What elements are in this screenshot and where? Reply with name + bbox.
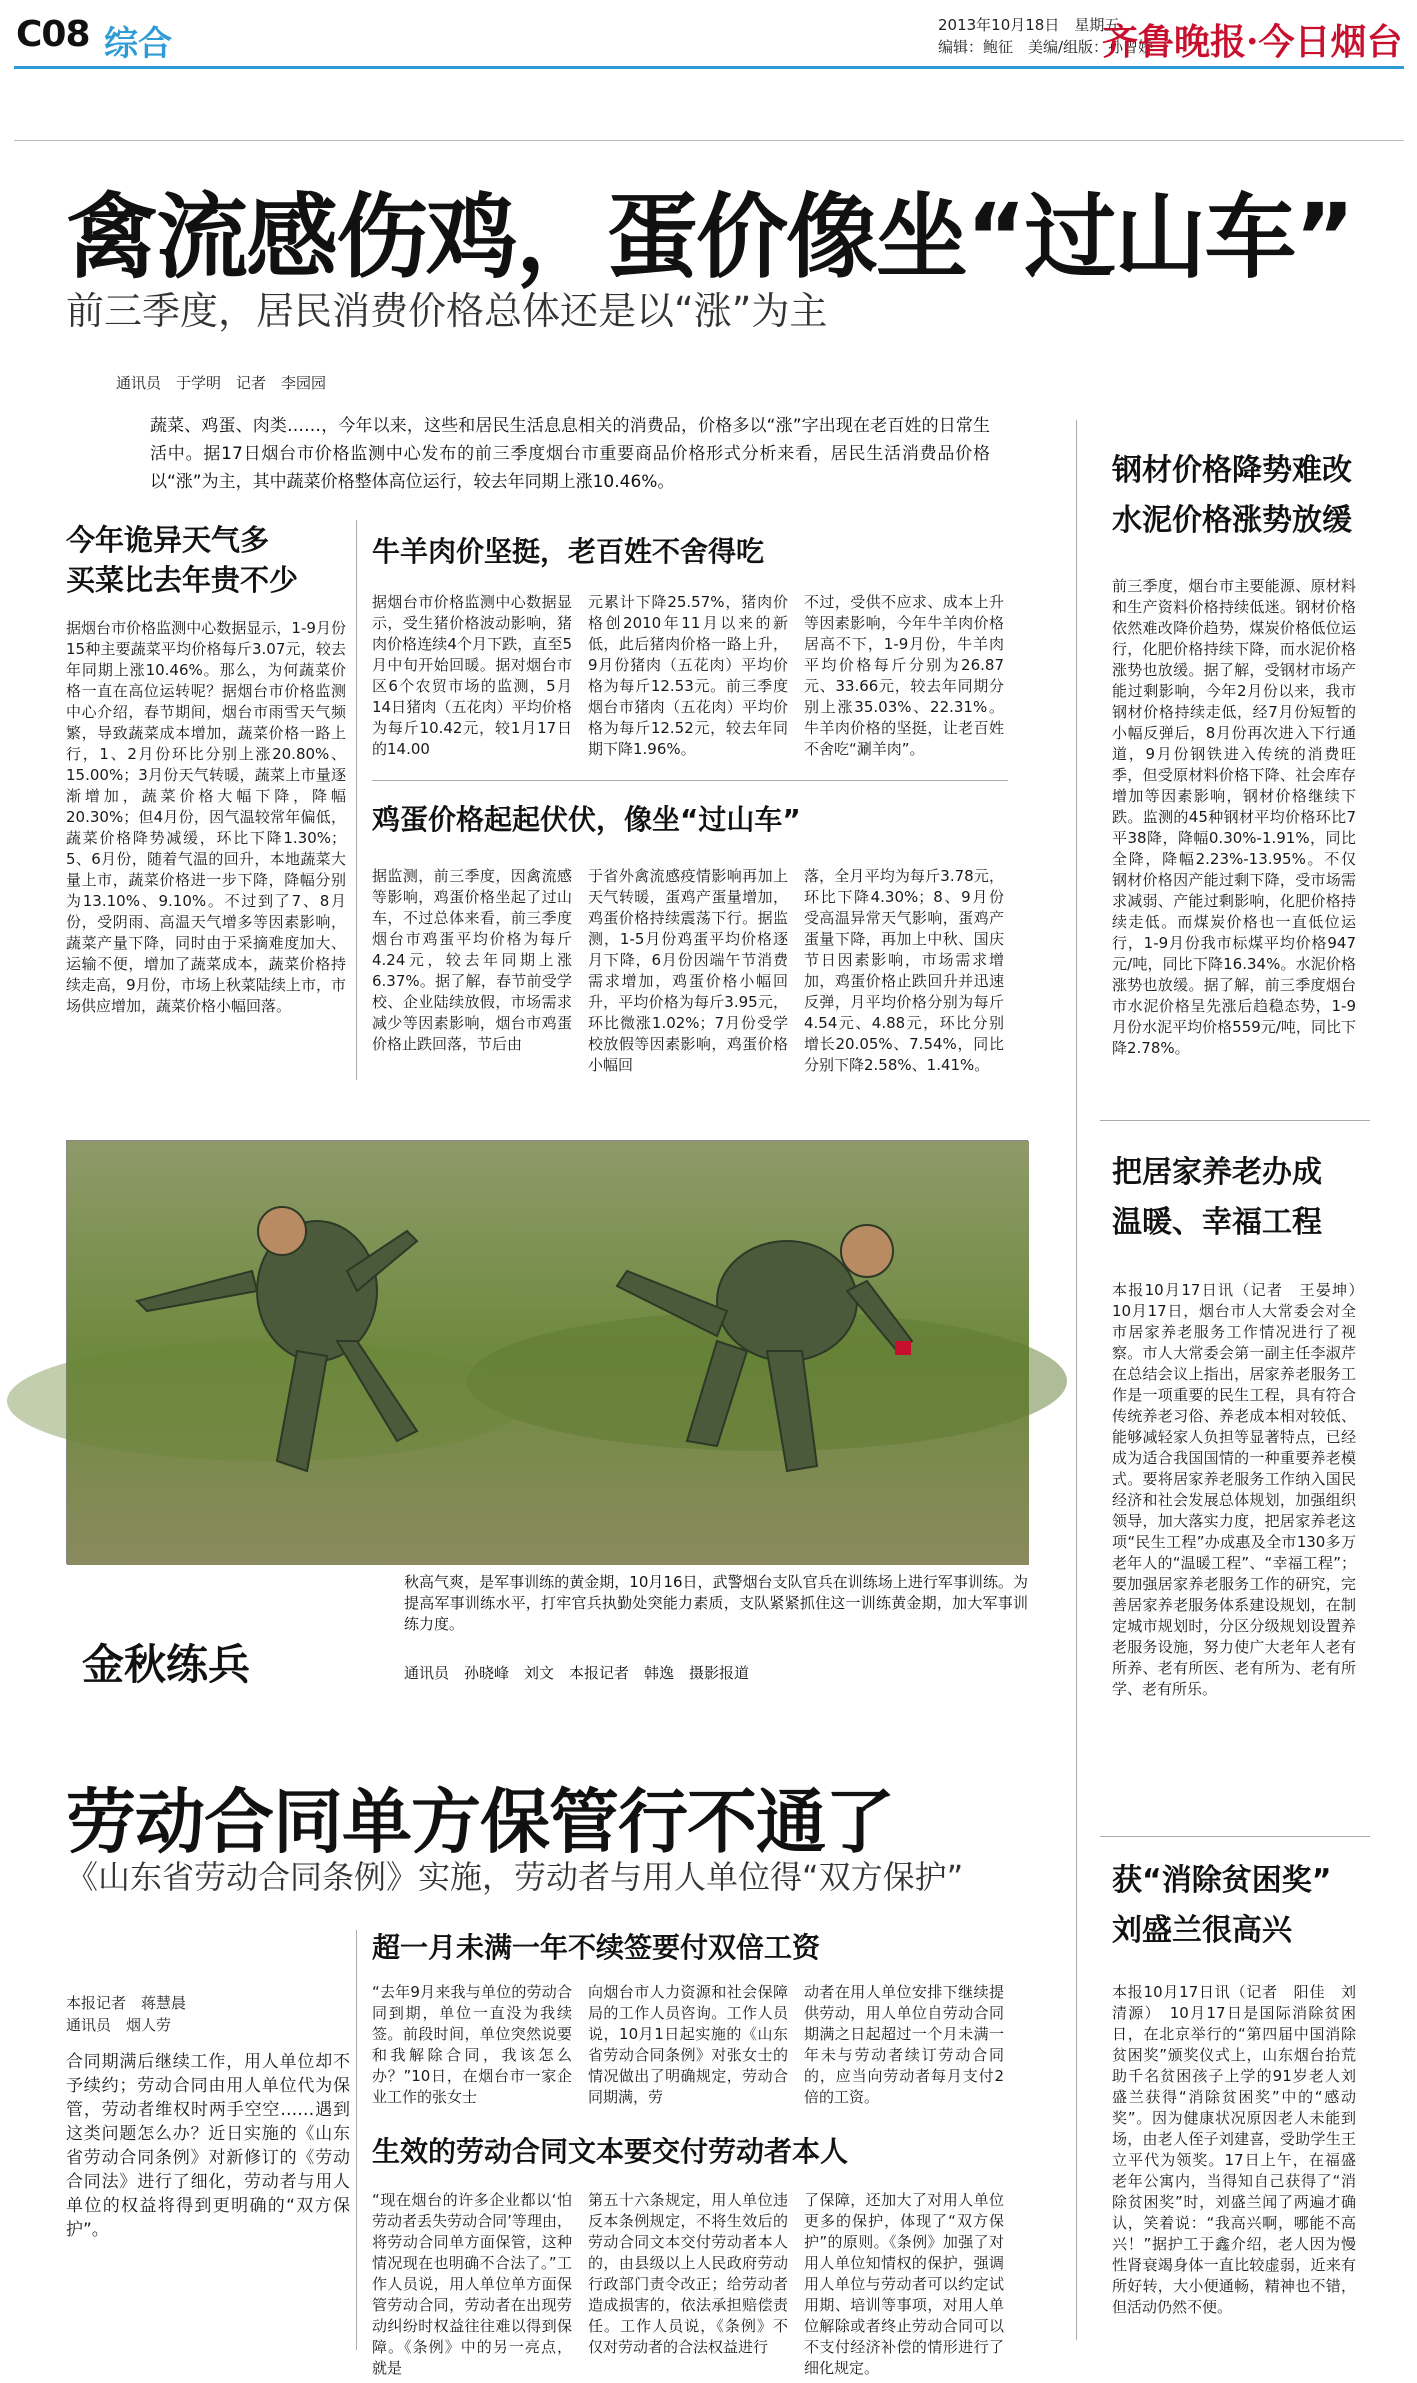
newspaper-logo: 齐鲁晚报·今日烟台 <box>1102 21 1403 63</box>
elder-title: 把居家养老办成 温暖、幸福工程 <box>1112 1155 1322 1240</box>
veg-text: 据烟台市价格监测中心数据显示，1-9月份15种主要蔬菜平均价格每斤3.07元，较去年同期上涨10.46%。那么，为何蔬菜价格一直在高位运转呢？据烟台市价格监测中心介绍，春节期间，烟台市雨雪天气频繁，导致蔬菜成本增加，蔬菜价格一路上行，1、2月份环比分别上涨20.80%、15.00%；3月份天气转暖，蔬菜上市量逐渐增加，蔬菜价格大幅下降，降幅20.30%；但4月份，因气温较常年偏低，蔬菜价格降势减缓，环比下降1.30%；5、6月份，随着气温的回升，本地蔬菜大量上市，蔬菜价格进一步下降，降幅分别为13.10%、9.10%。不过到了7、8月份，受阴雨、高温天气增多等因素影响，蔬菜产量下降，同时由于采摘难度加大、运输不便，增加了蔬菜成本，蔬菜价格持续走高，9月份，市场上秋菜陆续上市，市场供应增加，蔬菜价格小幅回落。 <box>66 619 346 1015</box>
labor-subtitle-1: 超一月未满一年不续签要付双倍工资 <box>372 1931 821 1964</box>
training-photo <box>66 1140 1028 1564</box>
right-rule <box>1100 1836 1370 1837</box>
labor-s1-col-1: “去年9月来我与单位的劳动合同到期，单位一直没为我续签。前段时间，单位突然说要和我解除合同，我该怎么办？”10日，在烟台市一家企业工作的张女士 <box>372 1983 572 2106</box>
section-name: 综合 <box>104 24 172 64</box>
right-rule <box>1100 1120 1370 1121</box>
beef-col-2: 元累计下降25.57%，猪肉价格创2010年11月以来的新低，此后猪肉价格一路上升，9月份猪肉（五花肉）平均价格为每斤12.53元。前三季度烟台市猪肉（五花肉）平均价格为每斤12.52元，较去年同期下降1.96%。 <box>588 593 788 758</box>
section-rule <box>372 780 1008 781</box>
issue-date: 2013年10月18日 星期五 <box>938 16 1120 34</box>
beef-col-1: 据烟台市价格监测中心数据显示，受生猪价格波动影响，猪肉价格连续4个月下跌，直至5月中旬开始回暖。据对烟台市区6个农贸市场的监测，5月14日猪肉（五花肉）平均价格为每斤10.42元，较1月17日的14.00 <box>372 593 572 758</box>
labor-s1-col-3: 动者在用人单位安排下继续提供劳动，用人单位自劳动合同期满之日起超过一个月未满一年未与劳动者续订劳动合同的，应当向劳动者每月支付2倍的工资。 <box>804 1983 1004 2106</box>
column-rule <box>356 520 357 1080</box>
photo-credit: 通讯员 孙晓峰 刘文 本报记者 韩逸 摄影报道 <box>404 1664 750 1682</box>
main-byline: 通讯员 于学明 记者 李园园 <box>116 374 327 392</box>
beef-subtitle: 牛羊肉价坚挺，老百姓不舍得吃 <box>372 535 765 568</box>
veg-subtitle: 今年诡异天气多 买菜比去年贵不少 <box>66 523 299 597</box>
labor-subtitle-2: 生效的劳动合同文本要交付劳动者本人 <box>372 2135 849 2168</box>
labor-s2-col-1: “现在烟台的许多企业都以‘怕劳动者丢失劳动合同’等理由，将劳动合同单方面保管，这种情况现在也明确不合法了。”工作人员说，用人单位单方面保管劳动合同，劳动者在出现劳动纠纷时权益往往难以得到保障。《条例》中的另一亮点，就是 <box>372 2191 572 2377</box>
egg-col-3: 落，全月平均为每斤3.78元，环比下降4.30%；8、9月份受高温异常天气影响，蛋鸡产蛋量下降，再加上中秋、国庆节日因素影响，市场需求增加，鸡蛋价格止跌回升并迅速反弹，月平均价格分别为每斤4.54元、4.88元，环比分别增长20.05%、7.54%，同比分别下降2.58%、1.41%。 <box>804 867 1004 1074</box>
labor-intro: 合同期满后继续工作，用人单位却不予续约；劳动合同由用人单位代为保管，劳动者维权时两手空空……遇到这类问题怎么办？近日实施的《山东省劳动合同条例》对新修订的《劳动合同法》进行了细化，劳动者与用人单位的权益将得到更明确的“双方保护”。 <box>66 2052 350 2240</box>
labor-headline: 劳动合同单方保管行不通了 <box>66 1781 894 1863</box>
column-rule <box>356 1930 357 2350</box>
right-column-rule <box>1076 420 1077 2340</box>
egg-col-1: 据监测，前三季度，因禽流感等影响，鸡蛋价格坐起了过山车，不过总体来看，前三季度烟台市鸡蛋平均价格为每斤4.24元，较去年同期上涨6.37%。据了解，春节前受学校、企业陆续放假，市场需求减少等因素影响，烟台市鸡蛋价格止跌回落，节后由 <box>372 867 572 1053</box>
page-number: C08 <box>16 14 90 55</box>
photo-illustration <box>67 1141 1029 1565</box>
main-subhead: 前三季度，居民消费价格总体还是以“涨”为主 <box>66 289 828 333</box>
beef-col-3: 不过，受供不应求、成本上升等因素影响，今年牛羊肉价格居高不下，1-9月份，牛羊肉平均价格每斤分别为26.87元、33.66元，较去年同期分别上涨35.03%、22.31%。牛羊肉价格的坚挺，让老百姓不舍吃“涮羊肉”。 <box>804 593 1004 758</box>
egg-col-2: 于省外禽流感疫情影响再加上天气转暖，蛋鸡产蛋量增加，鸡蛋价格持续震荡下行。据监测，1-5月份鸡蛋平均价格逐月下降，6月份因端午节消费需求增加，鸡蛋价格小幅回升，平均价格为每斤3.95元，环比微涨1.02%；7月份受学校放假等因素影响，鸡蛋价格小幅回 <box>588 867 788 1074</box>
labor-s2-col-2: 第五十六条规定，用人单位违反本条例规定，不将生效后的劳动合同文本交付劳动者本人的，由县级以上人民政府劳动行政部门责令改正；给劳动者造成损害的，依法承担赔偿责任。工作人员说，《条例》不仅对劳动者的合法权益进行 <box>588 2191 788 2356</box>
labor-byline: 本报记者 蒋慧晨 通讯员 烟人劳 <box>66 1994 187 2034</box>
labor-s1-col-2: 向烟台市人力资源和社会保障局的工作人员咨询。工作人员说，10月1日起实施的《山东省劳动合同条例》对张女士的情况做出了明确规定，劳动合同期满，劳 <box>588 1983 788 2106</box>
header-rule <box>14 66 1404 69</box>
labor-subhead: 《山东省劳动合同条例》实施，劳动者与用人单位得“双方保护” <box>66 1858 964 1896</box>
labor-s2-col-3: 了保障，还加大了对用人单位更多的保护，体现了“双方保护”的原则。《条例》加强了对用人单位知情权的保护，强调用人单位与劳动者可以约定试用期、培训等事项，对用人单位解除或者终止劳动合同可以不支付经济补偿的情形进行了细化规定。 <box>804 2191 1004 2377</box>
steel-title: 钢材价格降势难改 水泥价格涨势放缓 <box>1112 453 1352 538</box>
elder-text: 本报10月17日讯（记者 王晏坤） 10月17日，烟台市人大常委会对全市居家养老服务工作情况进行了视察。市人大常委会第一副主任李淑芹在总结会议上指出，居家养老服务工作是一项重要的民生工程，具有符合传统养老习俗、养老成本相对较低、能够减轻家人负担等显著特点，已经成为适合我国国情的一种重要养老模式。要将居家养老服务工作纳入国民经济和社会发展总体规划，加强组织领导，加大落实力度，把居家养老这项“民生工程”办成惠及全市130多万老年人的“温暖工程”、“幸福工程”；要加强居家养老服务工作的研究，完善居家养老服务体系建设规划，在制定城市规划时，分区分级规划设置养老服务设施，努力使广大老年人老有所养、老有所医、老有所为、老有所学、老有所乐。 <box>1112 1281 1372 1698</box>
award-title: 获“消除贫困奖” 刘盛兰很高兴 <box>1112 1863 1332 1948</box>
photo-caption: 秋高气爽，是军事训练的黄金期，10月16日，武警烟台支队官兵在训练场上进行军事训练。为提高军事训练水平，打牢官兵执勤处突能力素质，支队紧紧抓住这一训练黄金期，加大军事训练力度。 <box>404 1573 1028 1633</box>
main-headline: 禽流感伤鸡，蛋价像坐“过山车” <box>66 184 1353 291</box>
main-lead: 蔬菜、鸡蛋、肉类……，今年以来，这些和居民生活息息相关的消费品，价格多以“涨”字出现在老百姓的日常生活中。据17日烟台市价格监测中心发布的前三季度烟台市重要商品价格形式分析来看，居民生活消费品价格以“涨”为主，其中蔬菜价格整体高位运行，较去年同期上涨10.46%。 <box>150 416 990 492</box>
divider <box>14 140 1404 141</box>
editors-line: 编辑：鲍征 美编/组版：孙曾娇 <box>938 38 1154 56</box>
egg-subtitle: 鸡蛋价格起起伏伏，像坐“过山车” <box>372 803 801 836</box>
photo-title: 金秋练兵 <box>82 1640 251 1689</box>
award-text: 本报10月17日讯（记者 阳佳 刘清源） 10月17日是国际消除贫困日，在北京举行的“第四届中国消除贫困奖”颁奖仪式上，山东烟台抬荒助千名贫困孩子上学的91岁老人刘盛兰获得“消除贫困奖”中的“感动奖”。因为健康状况原因老人未能到场，由老人侄子刘建喜，受助学生王立平代为领奖。17日上午，在福盛老年公寓内，当得知自己获得了“消除贫困奖”时，刘盛兰闻了两遍才确认，笑着说：“我高兴啊，哪能不高兴！”据护工于鑫介绍，老人因为慢性肾衰竭身体一直比较虚弱，近来有所好转，大小便通畅，精神也不错，但活动仍然不便。 <box>1112 1983 1356 2316</box>
steel-text: 前三季度，烟台市主要能源、原材料和生产资料价格持续低迷。钢材价格依然难改降价趋势，煤炭价格低位运行，化肥价格持续下降，而水泥价格涨势也放缓。据了解，受钢材市场产能过剩影响，今年2月份以来，我市钢材价格持续走低，经7月份短暂的小幅反弹后，8月份再次进入下行通道，9月份钢铁进入传统的消费旺季，但受原材料价格下降、社会库存增加等因素影响，钢材价格继续下跌。监测的45种钢材平均价格环比7平38降，降幅0.30%-1.91%，同比全降，降幅2.23%-13.95%。不仅钢材价格因产能过剩下降，受市场需求减弱、产能过剩影响，化肥价格持续走低。而煤炭价格也一直低位运行，1-9月份我市标煤平均价格947元/吨，同比下降16.34%。水泥价格涨势也放缓。据了解，前三季度烟台市水泥价格呈先涨后趋稳态势，1-9月份水泥平均价格559元/吨，同比下降2.78%。 <box>1112 577 1356 1057</box>
